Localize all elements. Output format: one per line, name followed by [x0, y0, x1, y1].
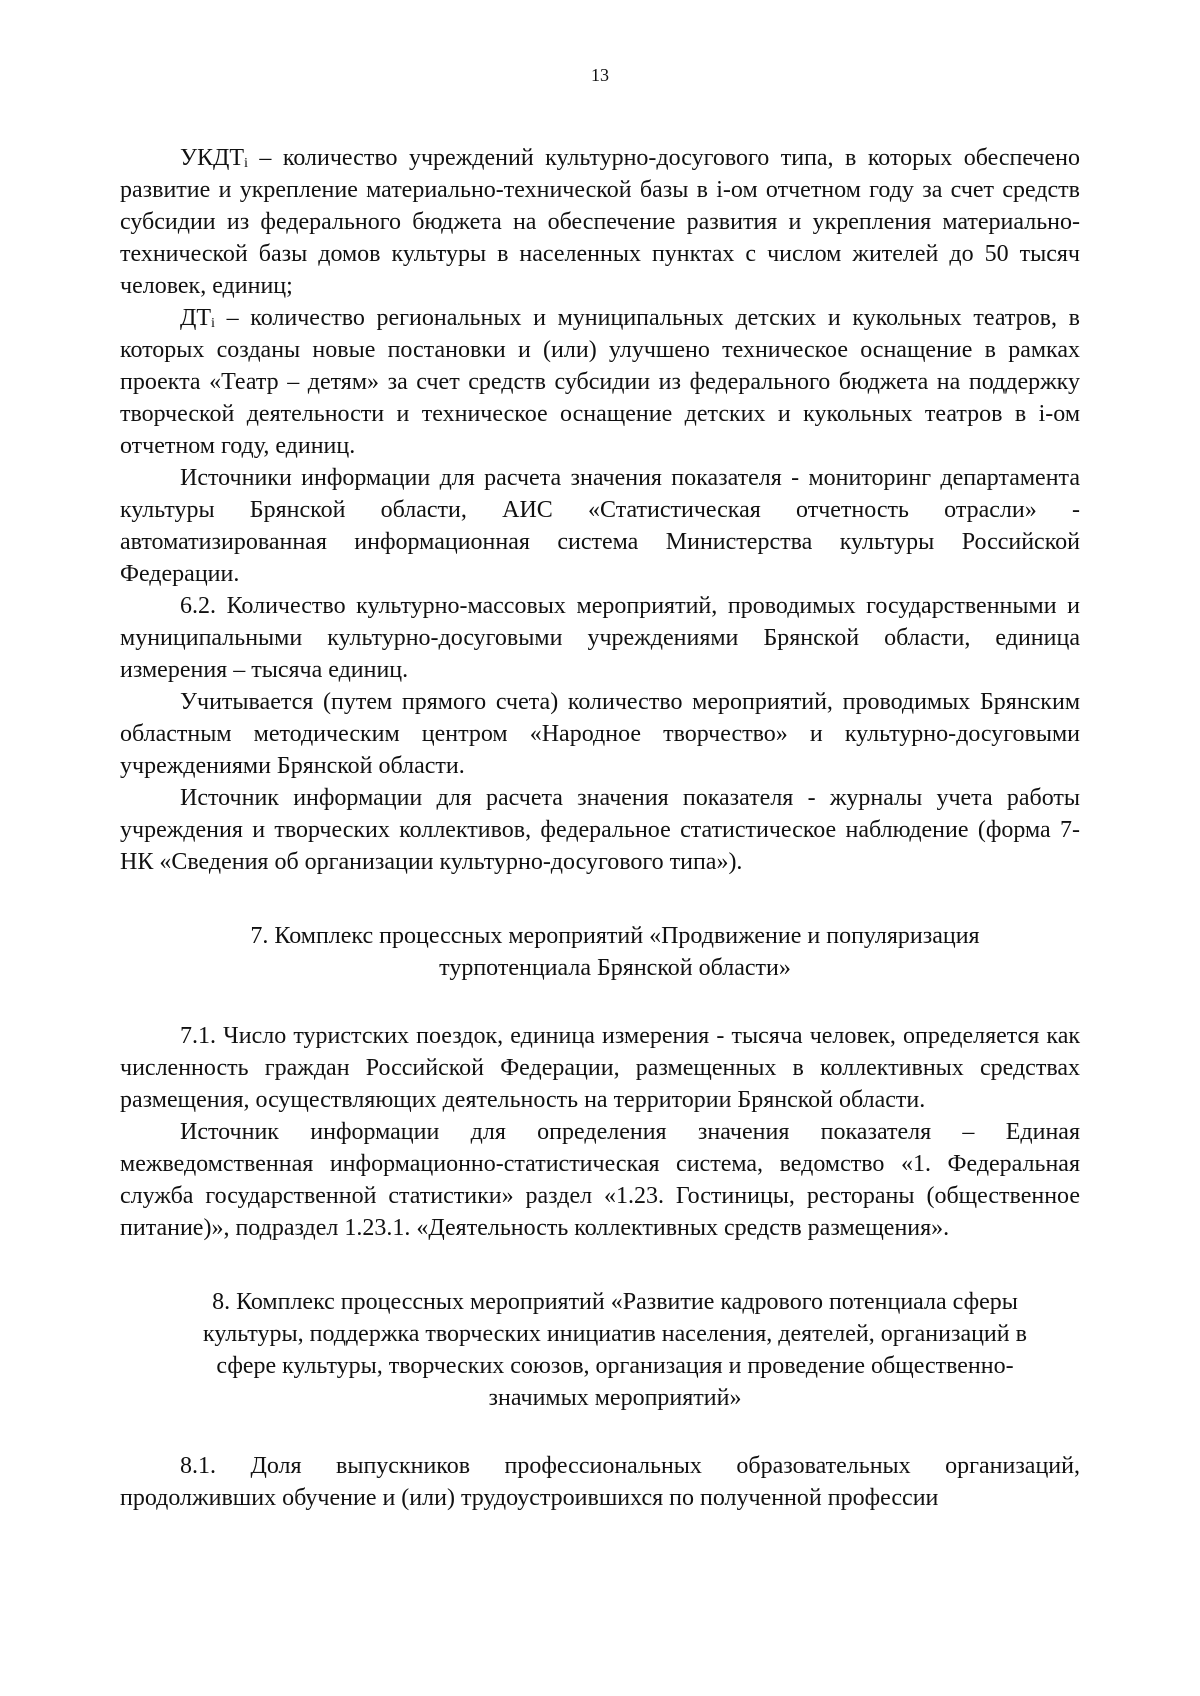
paragraph-information-source-journals: Источник информации для расчета значения показателя - журналы учета работы учреждения и творческих коллективов, федеральное статистическое наблюдение (форма 7-НК «Сведения об организации культурно-досугового типа»). — [120, 785, 1080, 875]
paragraph-7-1: 7.1. Число туристских поездок, единица измерения - тысяча человек, определяется как численность граждан Российской Федерации, размещенных в коллективных средствах размещения, осуществляющих деятельность на территории Брянской области. — [120, 1023, 1080, 1113]
paragraph-8-1: 8.1. Доля выпускников профессиональных образовательных организаций, продолживших обучение и (или) трудоустроившихся по полученной профессии — [120, 1453, 1080, 1511]
page-number: 13 — [591, 65, 609, 85]
document-body — [120, 142, 1080, 1514]
paragraph-6-2: 6.2. Количество культурно-массовых мероприятий, проводимых государственными и муниципальными культурно-досуговыми учреждениями Брянской области, единица измерения – тысяча единиц. — [120, 593, 1080, 683]
section-8-heading: 8. Комплекс процессных мероприятий «Развитие кадрового потенциала сферы культуры, поддержка творческих инициатив населения, деятелей, организаций в сфере культуры, творческих союзов, организация и проведение общественно-значимых мероприятий» — [203, 1289, 1027, 1411]
paragraph-direct-count: Учитывается (путем прямого счета) количество мероприятий, проводимых Брянским областным методическим центром «Народное творчество» и культурно-досуговыми учреждениями Брянской области. — [120, 689, 1080, 779]
paragraph-information-sources: Источники информации для расчета значения показателя - мониторинг департамента культуры Брянской области, АИС «Статистическая отчетность отрасли» - автоматизированная информационная система Министерства культуры Российской Федерации. — [120, 465, 1080, 587]
paragraph-ukdt-definition: УКДТᵢ – количество учреждений культурно-досугового типа, в которых обеспечено развитие и укрепление материально-технической базы в i-ом отчетном году за счет средств субсидии из федерального бюджета на обеспечение развития и укрепления материально-технической базы домов культуры в населенных пунктах с числом жителей до 50 тысяч человек, единиц; — [120, 145, 1080, 299]
section-7-heading: 7. Комплекс процессных мероприятий «Продвижение и популяризация турпотенциала Брянской области» — [250, 923, 980, 981]
paragraph-7-source: Источник информации для определения значения показателя – Единая межведомственная информационно-статистическая система, ведомство «1. Федеральная служба государственной статистики» раздел «1.23. Гостиницы, рестораны (общественное питание)», подраздел 1.23.1. «Деятельность коллективных средств размещения». — [120, 1119, 1080, 1241]
paragraph-dt-definition: ДТᵢ – количество региональных и муниципальных детских и кукольных театров, в которых созданы новые постановки и (или) улучшено техническое оснащение в рамках проекта «Театр – детям» за счет средств субсидии из федерального бюджета на поддержку творческой деятельности и техническое оснащение детских и кукольных театров в i-ом отчетном году, единиц. — [120, 305, 1080, 459]
